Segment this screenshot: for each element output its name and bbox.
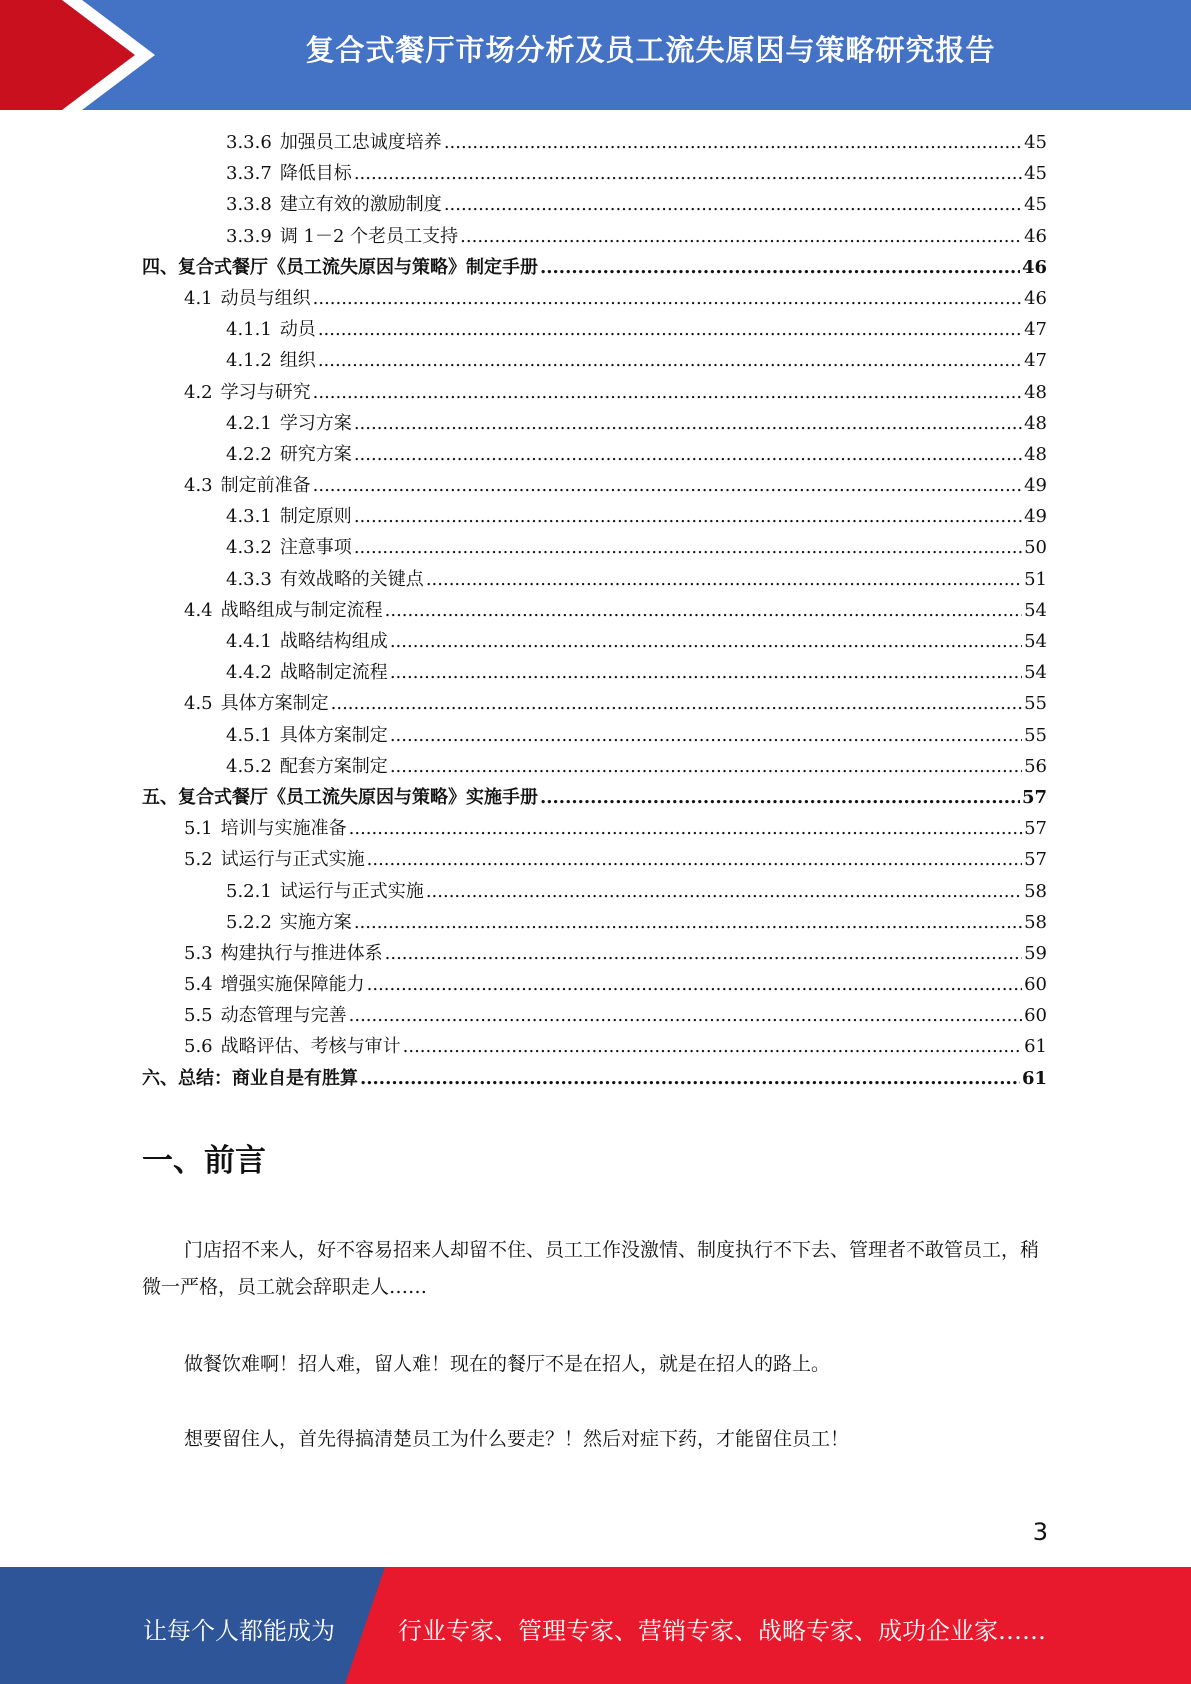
page-number: 3 [1032,1518,1048,1546]
toc-entry[interactable] [142,470,1047,501]
toc-entry-label: 培训与实施准备 [220,818,347,840]
toc-entry[interactable] [142,314,1047,345]
toc-entry-label: 学习方案 [279,412,352,434]
toc-entry[interactable] [142,283,1047,314]
toc-dot-leader [349,1000,1022,1031]
toc-dot-leader [354,532,1022,563]
toc-dot-leader [426,564,1022,595]
toc-dot-leader [390,751,1022,782]
toc-dot-leader [540,782,1020,813]
toc-entry[interactable] [142,377,1047,408]
toc-dot-leader [444,189,1022,220]
toc-entry-page: 55 [1024,693,1047,715]
toc-entry-page: 49 [1024,506,1047,528]
toc-entry-label: 动员与组织 [220,287,311,309]
toc-entry[interactable] [142,657,1047,688]
toc-dot-leader [360,1063,1020,1094]
toc-entry-page: 47 [1024,350,1047,372]
toc-entry-number: 4.1 [184,287,213,309]
toc-dot-leader [354,158,1022,189]
toc-entry-page: 45 [1024,163,1047,185]
toc-entry[interactable] [142,907,1047,938]
document-title: 复合式餐厅市场分析及员工流失原因与策略研究报告 [305,33,996,67]
toc-entry-label: 实施方案 [279,911,352,933]
toc-entry-number: 3.3.9 [226,225,272,247]
toc-dot-leader [313,283,1022,314]
toc-entry-number: 3.3.8 [226,194,272,216]
toc-entry-number: 4.5.1 [226,724,272,746]
toc-dot-leader [313,470,1022,501]
toc-entry-number: 4.4 [184,599,213,621]
toc-dot-leader [318,314,1022,345]
toc-entry[interactable] [142,688,1047,719]
footer-slogan-right: 行业专家、管理专家、营销专家、战略专家、成功企业家…… [398,1617,1046,1645]
toc-entry-number: 4.4.2 [226,662,272,684]
toc-entry-label: 五、复合式餐厅《员工流失原因与策略》实施手册 [142,786,538,808]
toc-entry[interactable] [142,1000,1047,1031]
toc-entry-page: 48 [1024,412,1047,434]
toc-entry-number: 4.2.2 [226,443,272,465]
toc-dot-leader [313,377,1022,408]
toc-entry-label: 研究方案 [279,443,352,465]
paragraph: 门店招不来人，好不容易招来人却留不住、员工工作没激情、制度执行不下去、管理者不敢管员工，稍微一严格，员工就会辞职走人…… [142,1239,1040,1298]
toc-dot-leader [367,844,1022,875]
toc-entry-page: 50 [1024,537,1047,559]
toc-entry[interactable] [142,408,1047,439]
section-heading: 一、前言 [142,1143,266,1179]
toc-entry-number: 4.3.2 [226,537,272,559]
toc-dot-leader [390,626,1022,657]
toc-entry-label: 动态管理与完善 [220,1005,347,1027]
toc-dot-leader [331,688,1022,719]
toc-entry[interactable] [142,564,1047,595]
toc-entry[interactable] [142,626,1047,657]
toc-entry-label: 建立有效的激励制度 [279,194,442,216]
toc-entry-number: 4.4.1 [226,631,272,652]
toc-entry-page: 48 [1024,381,1047,403]
toc-entry-label: 增强实施保障能力 [220,974,365,996]
toc-dot-leader [354,439,1022,470]
toc-entry-number: 4.2.1 [226,412,272,434]
toc-entry-label: 试运行与正式实施 [279,880,424,902]
footer-slogan-left: 让每个人都能成为 [143,1617,335,1645]
toc-entry-label: 战略评估、考核与审计 [220,1036,401,1058]
toc-entry[interactable] [142,189,1047,220]
toc-entry-page: 61 [1021,1067,1047,1089]
page-footer [0,1567,1191,1684]
toc-entry-page: 57 [1024,849,1047,871]
toc-dot-leader [385,595,1022,626]
toc-entry[interactable] [142,844,1047,875]
toc-entry[interactable] [142,720,1047,751]
toc-entry-number: 4.3.1 [226,506,272,528]
toc-entry-label: 组织 [279,350,316,372]
toc-entry[interactable] [142,127,1047,158]
toc-entry-number: 5.5 [184,1005,213,1027]
toc-entry-number: 4.2 [184,381,213,403]
toc-entry-page: 45 [1024,194,1047,216]
toc-entry-label: 降低目标 [279,163,352,185]
toc-dot-leader [318,345,1022,376]
toc-entry-label: 制定原则 [279,506,352,528]
toc-entry-label: 动员 [279,319,316,341]
toc-entry-page: 54 [1024,662,1047,684]
toc-dot-leader [403,1031,1022,1062]
toc-entry-number: 5.2.1 [226,880,272,902]
toc-entry[interactable] [142,252,1047,283]
toc-entry-page: 58 [1024,880,1047,902]
toc-entry-label: 有效战略的关键点 [279,568,424,590]
toc-entry[interactable] [142,439,1047,470]
toc-dot-leader [390,720,1022,751]
toc-dot-leader [390,657,1022,688]
toc-entry-page: 46 [1024,225,1047,247]
toc-entry-label: 调 1－2 个老员工支持 [279,225,459,247]
toc-entry[interactable] [142,158,1047,189]
toc-entry[interactable] [142,876,1047,907]
toc-entry-number: 5.3 [184,942,213,964]
toc-entry-label: 战略结构组成 [279,631,388,652]
toc-entry[interactable] [142,782,1047,813]
toc-dot-leader [460,221,1022,252]
toc-entry[interactable] [142,751,1047,782]
toc-entry-number: 5.6 [184,1036,213,1058]
table-of-contents [142,127,1047,1094]
toc-entry[interactable] [142,969,1047,1000]
toc-entry-number: 4.5 [184,693,213,715]
page-header [0,0,1191,110]
toc-entry-label: 注意事项 [279,537,352,559]
toc-entry-page: 48 [1024,443,1047,465]
toc-entry-page: 59 [1024,942,1047,964]
toc-entry-number: 5.2.2 [226,911,272,933]
paragraph: 做餐饮难啊！招人难，留人难！现在的餐厅不是在招人，就是在招人的路上。 [184,1353,831,1375]
toc-entry-label: 试运行与正式实施 [220,849,365,871]
toc-entry-page: 54 [1024,631,1047,652]
toc-entry-label: 战略组成与制定流程 [220,599,383,621]
toc-entry[interactable] [142,221,1047,252]
toc-entry-label: 战略制定流程 [279,662,388,684]
toc-entry[interactable] [142,938,1047,969]
toc-entry-label: 学习与研究 [220,381,311,403]
toc-entry-label: 加强员工忠诚度培养 [279,132,442,153]
toc-entry-page: 45 [1024,132,1047,153]
toc-entry-page: 51 [1024,568,1047,590]
toc-entry-page: 60 [1024,974,1047,996]
toc-dot-leader [354,907,1022,938]
toc-entry-number: 4.3 [184,475,213,497]
toc-entry-label: 配套方案制定 [279,755,388,777]
toc-entry-page: 56 [1024,755,1047,777]
toc-entry-number: 5.1 [184,818,213,840]
toc-entry-label: 四、复合式餐厅《员工流失原因与策略》制定手册 [142,256,538,278]
toc-entry-page: 61 [1024,1036,1047,1058]
toc-entry[interactable] [142,501,1047,532]
toc-entry-page: 55 [1024,724,1047,746]
toc-entry-page: 57 [1021,786,1047,808]
toc-entry[interactable] [142,1063,1047,1094]
paragraph: 想要留住人，首先得搞清楚员工为什么要走？！然后对症下药，才能留住员工！ [184,1428,850,1450]
toc-entry-page: 57 [1024,818,1047,840]
toc-entry-label: 具体方案制定 [279,724,388,746]
toc-entry[interactable] [142,345,1047,376]
toc-entry-number: 5.4 [184,974,213,996]
toc-entry[interactable] [142,813,1047,844]
toc-entry-page: 49 [1024,475,1047,497]
toc-entry[interactable] [142,532,1047,563]
toc-entry-number: 4.1.2 [226,350,272,372]
toc-entry-page: 58 [1024,911,1047,933]
toc-entry-number: 5.2 [184,849,213,871]
toc-entry-label: 制定前准备 [220,475,311,497]
toc-entry-page: 54 [1024,599,1047,621]
toc-dot-leader [444,127,1022,158]
toc-dot-leader [540,252,1020,283]
toc-entry-page: 46 [1024,287,1047,309]
toc-entry-page: 60 [1024,1005,1047,1027]
toc-entry[interactable] [142,595,1047,626]
toc-dot-leader [367,969,1022,1000]
toc-entry-label: 六、总结：商业自是有胜算 [142,1067,358,1089]
toc-dot-leader [349,813,1022,844]
toc-entry-page: 47 [1024,319,1047,341]
toc-dot-leader [354,408,1022,439]
toc-entry-number: 4.1.1 [226,319,272,341]
toc-entry-page: 46 [1021,256,1047,278]
toc-entry-number: 3.3.6 [226,132,272,153]
toc-dot-leader [385,938,1022,969]
toc-entry-number: 4.5.2 [226,755,272,777]
toc-entry-label: 具体方案制定 [220,693,329,715]
toc-entry[interactable] [142,1031,1047,1062]
toc-dot-leader [426,876,1022,907]
toc-dot-leader [354,501,1022,532]
toc-entry-number: 4.3.3 [226,568,272,590]
toc-entry-number: 3.3.7 [226,163,272,185]
toc-entry-label: 构建执行与推进体系 [220,942,383,964]
